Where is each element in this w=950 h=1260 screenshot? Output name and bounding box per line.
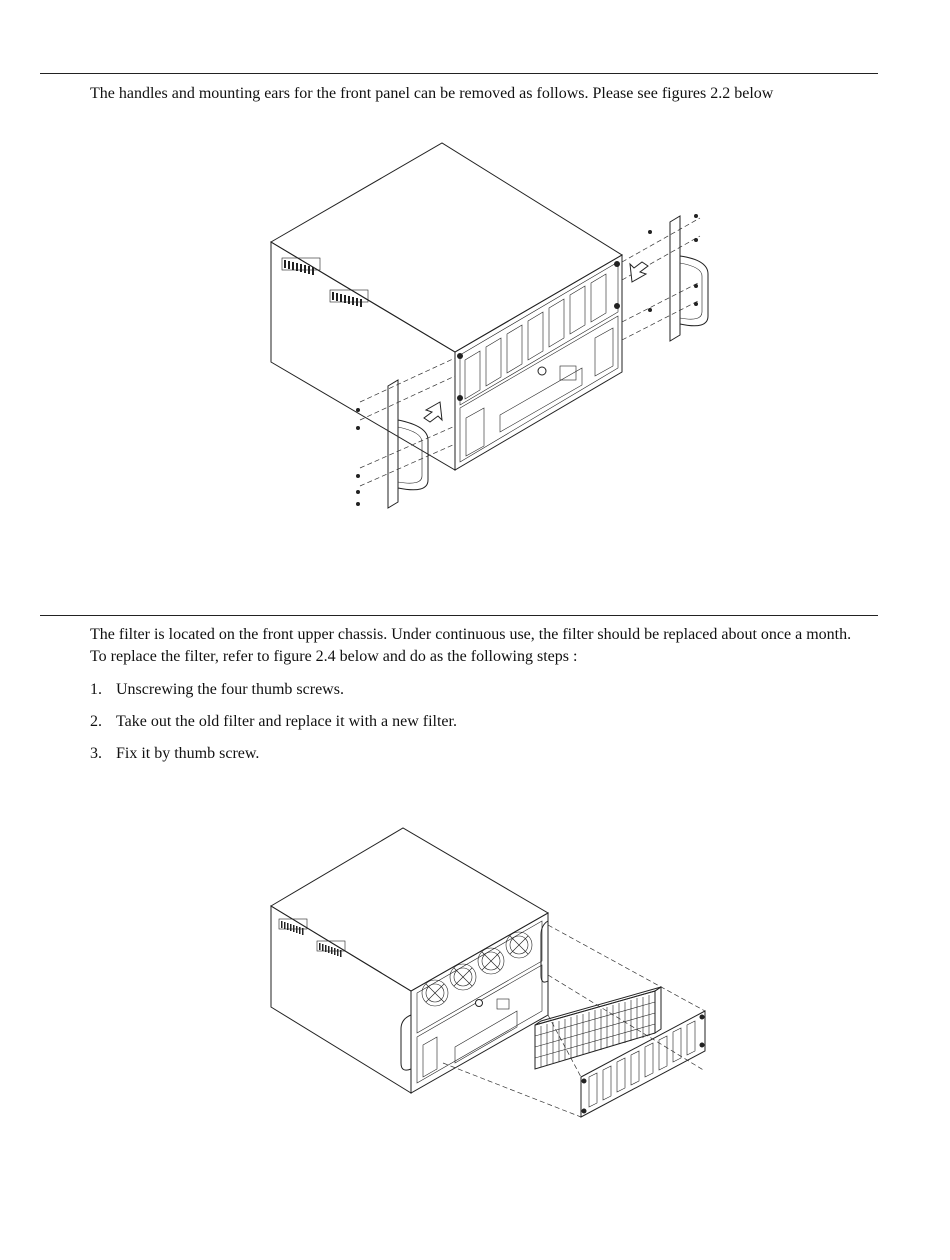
step-number: 1. <box>90 681 102 698</box>
step-number: 3. <box>90 745 102 762</box>
step-item <box>90 743 259 765</box>
filter-replacement-paragraph: The filter is located on the front upper chassis. Under continuous use, the filter should be replaced about once a month. To replace the filter, refer to figure 2.4 below and do as the following steps : <box>90 626 852 665</box>
chassis-handles-drawing-icon <box>260 140 720 515</box>
step-item <box>90 679 344 701</box>
handles-removal-paragraph: The handles and mounting ears for the front panel can be removed as follows. Please see figures 2.2 below <box>90 85 774 102</box>
step-item <box>90 711 457 733</box>
step-text: Unscrewing the four thumb screws. <box>116 681 344 698</box>
step-number: 2. <box>90 713 102 730</box>
chassis-handles-figure <box>260 140 720 515</box>
filter-replacement-drawing-icon <box>265 825 715 1125</box>
filter-replacement-figure <box>265 825 715 1125</box>
step-text: Fix it by thumb screw. <box>116 745 260 762</box>
step-text: Take out the old filter and replace it with a new filter. <box>116 713 457 730</box>
section-divider-middle <box>40 615 878 616</box>
section-divider-top <box>40 73 878 74</box>
